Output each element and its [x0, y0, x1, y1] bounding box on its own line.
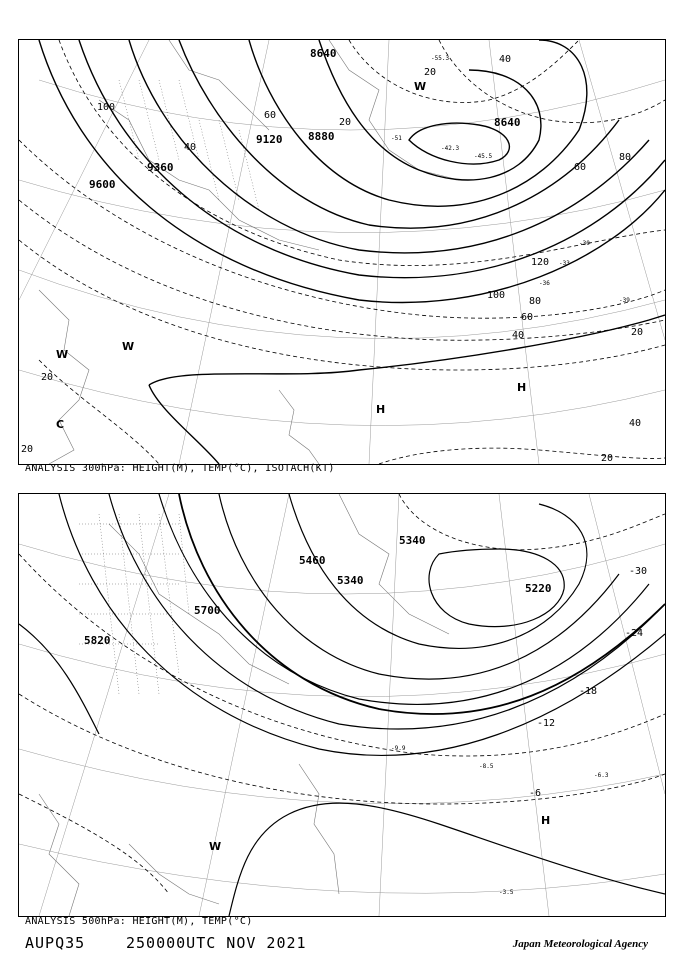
isotach-label: 60	[521, 312, 534, 323]
height-label: 5340	[337, 574, 364, 587]
temp-contour-label: -30	[629, 566, 648, 577]
product-code: AUPQ35	[25, 934, 86, 952]
isotach-label: 60	[574, 162, 587, 173]
warm-center: W	[122, 340, 135, 353]
height-label: 9360	[147, 161, 174, 174]
map-500hpa	[18, 493, 666, 917]
isotach-label: 40	[512, 330, 525, 341]
isotach-label: 100	[487, 290, 506, 301]
height-label: 5700	[194, 604, 221, 617]
caption-300hpa: ANALYSIS 300hPa: HEIGHT(M), TEMP(°C), ISOTACH(KT)	[25, 463, 335, 474]
temp-contour-label: -18	[579, 686, 598, 697]
temp-obs-label: -6.3	[594, 772, 609, 779]
high-pressure-center: H	[517, 381, 527, 394]
temp-label: -30	[579, 240, 590, 247]
isotach-label: 40	[184, 142, 197, 153]
temp-obs-label: -9.9	[391, 745, 406, 752]
isotach-label: 20	[339, 117, 352, 128]
temp-contour-label: -6	[529, 788, 542, 799]
graticule	[19, 494, 665, 916]
map-300hpa-canvas	[19, 40, 665, 464]
cold-center: C	[56, 418, 65, 431]
height-label: 5460	[299, 554, 326, 567]
map-500hpa-canvas	[19, 494, 665, 916]
map-300hpa	[18, 39, 666, 465]
isotach-label: 120	[531, 257, 550, 268]
height-label: 5820	[84, 634, 111, 647]
isotach-label: 20	[424, 67, 437, 78]
temp-contour-label: -12	[537, 718, 556, 729]
warm-center: W	[414, 80, 427, 93]
warm-center: W	[56, 348, 69, 361]
isotach-label: 60	[264, 110, 277, 121]
isotach-label: 80	[619, 152, 632, 163]
isotach-label: 20	[41, 372, 54, 383]
temp-label: -33	[559, 260, 570, 267]
warm-center: W	[209, 840, 222, 853]
temp-label: -42.3	[441, 145, 460, 152]
height-label: 9120	[256, 133, 283, 146]
graticule	[19, 40, 665, 464]
high-pressure-center: H	[376, 403, 386, 416]
isotach-label: 100	[97, 102, 116, 113]
height-contour-main	[179, 494, 665, 714]
temp-label: -51	[391, 135, 402, 142]
temp-label: -55.3	[431, 55, 450, 62]
temp-label: -39	[619, 297, 630, 304]
isotach-label: 20	[631, 327, 644, 338]
agency-name: Japan Meteorological Agency	[512, 938, 648, 950]
height-contours	[39, 40, 665, 464]
height-label: 8640	[310, 47, 337, 60]
isotach-label: 80	[529, 296, 542, 307]
height-contours	[19, 494, 665, 916]
temp-label: -36	[539, 280, 550, 287]
high-pressure-center: H	[541, 814, 551, 827]
height-label: 8880	[308, 130, 335, 143]
analysis-timestamp: 250000UTC NOV 2021	[126, 934, 307, 952]
height-label: 8640	[494, 116, 521, 129]
temp-contour-label: -24	[625, 628, 644, 639]
temp-obs-label: -3.5	[499, 889, 514, 896]
cold-hatching	[79, 514, 189, 694]
height-label: 5340	[399, 534, 426, 547]
isotherms	[19, 40, 665, 464]
temp-obs-label: -8.5	[479, 763, 494, 770]
temp-label: -45.5	[474, 153, 493, 160]
isotach-label: 40	[499, 54, 512, 65]
caption-500hpa: ANALYSIS 500hPa: HEIGHT(M), TEMP(°C)	[25, 916, 253, 927]
isotach-label: 20	[601, 453, 614, 464]
height-label: 5220	[525, 582, 552, 595]
isotach-label: 20	[21, 444, 34, 455]
height-label: 9600	[89, 178, 116, 191]
isotach-label: 40	[629, 418, 642, 429]
